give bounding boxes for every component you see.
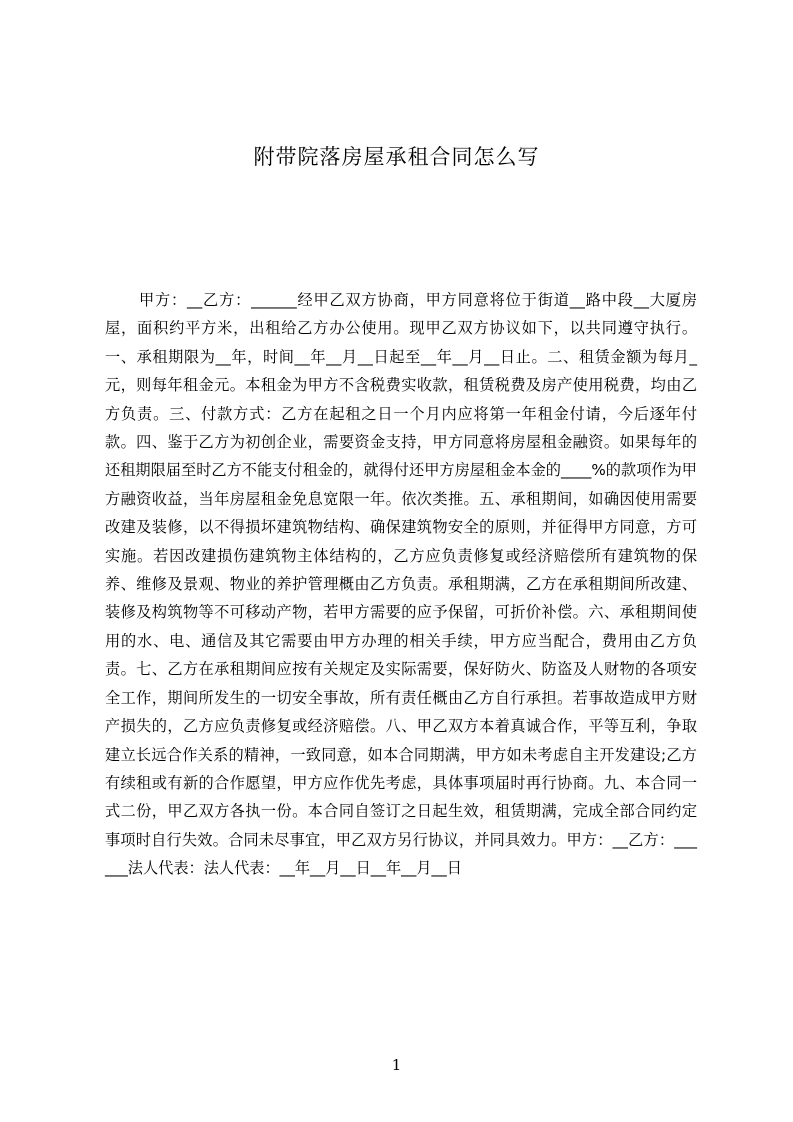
document-title: 附带院落房屋承租合同怎么写: [253, 145, 540, 169]
contract-body-text: 甲方：__乙方：______经甲乙双方协商，甲方同意将位于街道__路中段__大厦房屋，面积约平方米，出租给乙方办公使用。现甲乙双方协议如下，以共同遵守执行。一、承租期限为__年，时间__年__月__日起至__年__月__日止。二、租赁金额为每月_元，则每年租金元。本租金为甲方不含税费实收款，租赁税费及房产使用税费，均由乙方负责。三、付款方式：乙方在起租之日一个月内应将第一年租金付请，今后逐年付款。四、鉴于乙方为初创企业，需要资金支持，甲方同意将房屋租金融资。如果每年的还租期限届至时乙方不能支付租金的，就得付还甲方房屋租金本金的____%的款项作为甲方融资收益，当年房屋租金免息宽限一年。依次类推。五、承租期间，如确因使用需要改建及装修，以不得损坏建筑物结构、确保建筑物安全的原则，并征得甲方同意，方可实施。若因改建损伤建筑物主体结构的，乙方应负责修复或经济赔偿所有建筑物的保养、维修及景观、物业的养护管理概由乙方负责。承租期满，乙方在承租期间所改建、装修及构筑物等不可移动产物，若甲方需要的应予保留，可折价补偿。六、承租期间使用的水、电、通信及其它需要由甲方办理的相关手续，甲方应当配合，费用由乙方负责。七、乙方在承租期间应按有关规定及实际需要，保好防火、防盗及人财物的各项安全工作，期间所发生的一切安全事故，所有责任概由乙方自行承担。若事故造成甲方财产损失的，乙方应负责修复或经济赔偿。八、甲乙双方本着真诚合作，平等互利，争取建立长远合作关系的精神，一致同意，如本合同期满，甲方如未考虑自主开发建设;乙方有续租或有新的合作愿望，甲方应作优先考虑，具体事项届时再行协商。九、本合同一式二份，甲乙双方各执一份。本合同自签订之日起生效，租赁期满，完成全部合同约定事项时自行失效。合同未尽事宜，甲乙双方另行协议，并同具效力。甲方：__乙方：______法人代表：法人代表：__年__月__日__年__月__日: [105, 291, 697, 878]
page-number: 1: [391, 1056, 402, 1074]
